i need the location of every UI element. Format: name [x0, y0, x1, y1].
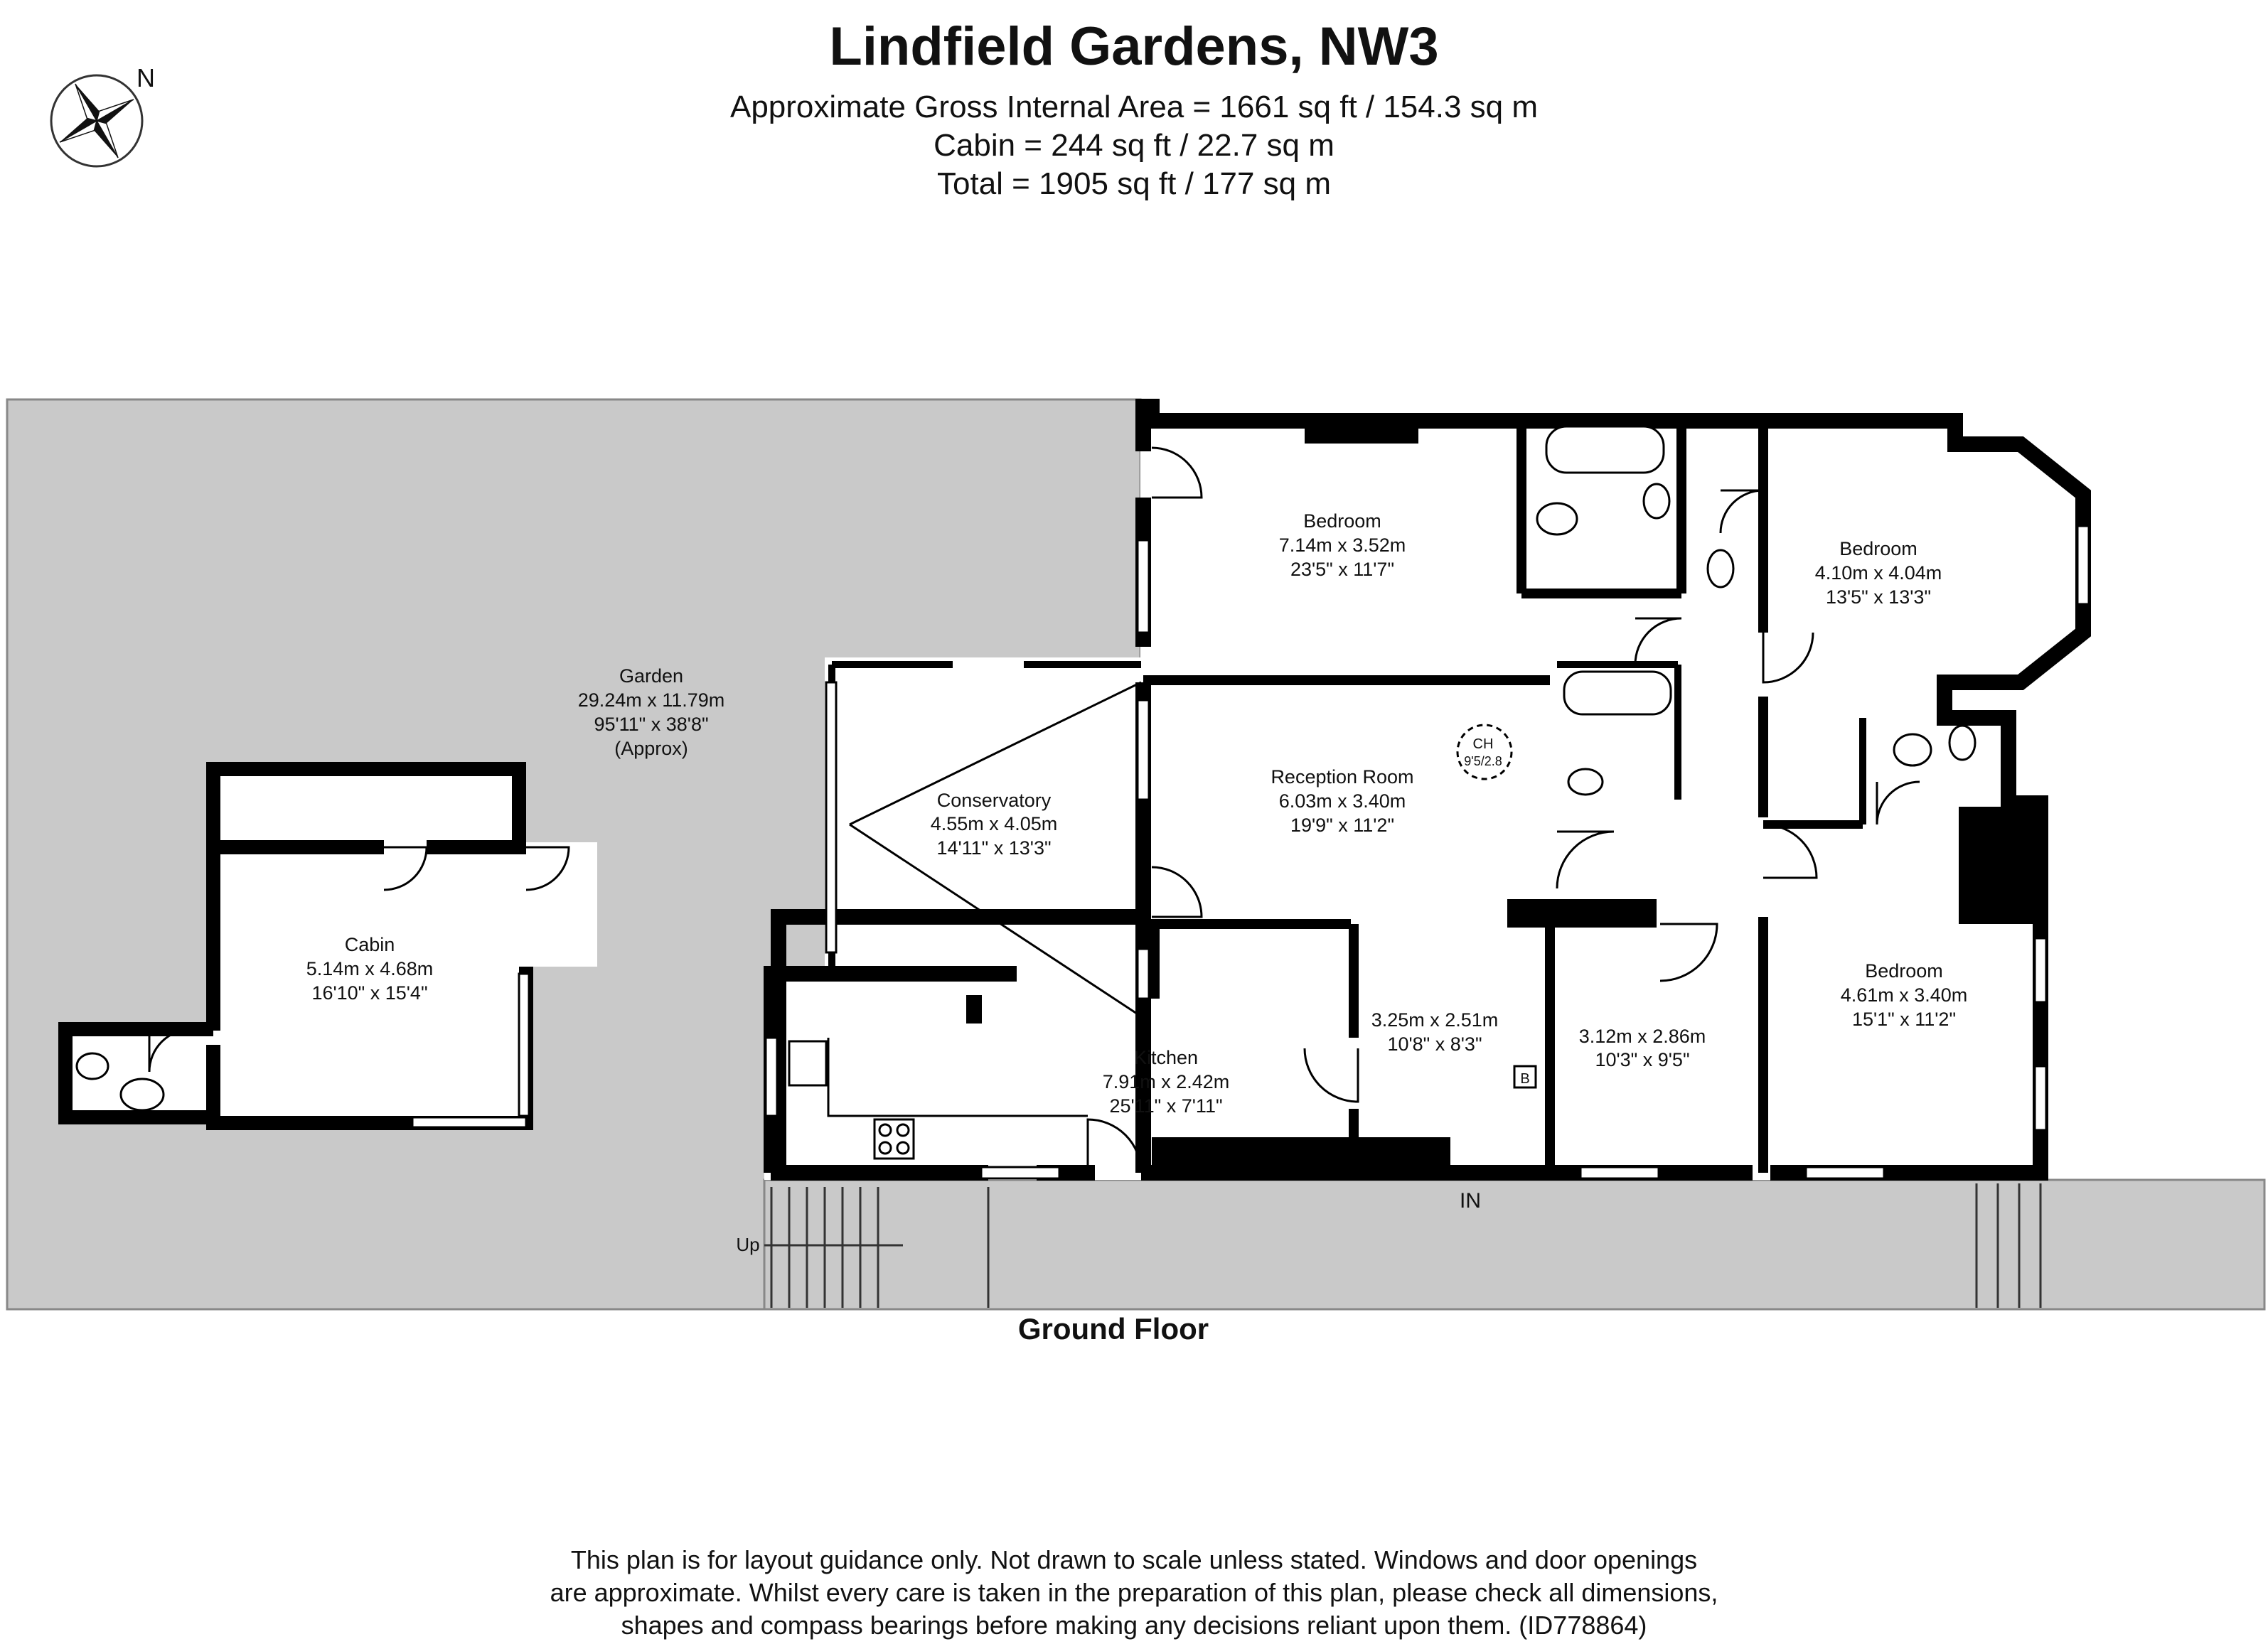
boiler-label: B — [1520, 1071, 1530, 1087]
reception-room-metric: 6.03m x 3.40m — [1278, 790, 1406, 812]
conservatory-name: Conservatory — [936, 790, 1052, 811]
room-b-imperial: 10'3" x 9'5" — [1595, 1049, 1690, 1070]
disclaimer-line-2: are approximate. Whilst every care is taken in the preparation of this plan, please check all dimensions, — [550, 1578, 1718, 1607]
stairs-up-label: Up — [736, 1234, 760, 1255]
reception-room-name: Reception Room — [1271, 766, 1414, 788]
cabin-name: Cabin — [344, 934, 395, 955]
room-a-imperial: 10'8" x 8'3" — [1387, 1033, 1482, 1055]
bedroom-1-metric: 7.14m x 3.52m — [1278, 534, 1406, 556]
bedroom-2-name: Bedroom — [1839, 538, 1917, 559]
conservatory-imperial: 14'11" x 13'3" — [936, 837, 1052, 859]
disclaimer-line-3: shapes and compass bearings before making any decisions reliant upon them. (ID778864) — [621, 1611, 1647, 1640]
disclaimer — [0, 1544, 2268, 1642]
bedroom-3-name: Bedroom — [1865, 960, 1943, 982]
cabin-area: Cabin = 244 sq ft / 22.7 sq m — [934, 128, 1334, 163]
bedroom-1-name: Bedroom — [1303, 510, 1381, 532]
garden-imperial: 95'11" x 38'8" — [594, 714, 709, 735]
total-area: Total = 1905 sq ft / 177 sq m — [937, 166, 1331, 201]
garden-note: (Approx) — [614, 738, 688, 759]
kitchen-name: Kitchen — [1133, 1047, 1199, 1068]
bedroom-2-imperial: 13'5" x 13'3" — [1825, 586, 1932, 608]
cabin-imperial: 16'10" x 15'4" — [311, 982, 428, 1004]
kitchen-metric: 7.91m x 2.42m — [1102, 1071, 1230, 1092]
plan-title: Lindfield Gardens, NW3 — [829, 16, 1439, 77]
garden-name: Garden — [619, 665, 684, 687]
conservatory-metric: 4.55m x 4.05m — [930, 813, 1058, 834]
entrance-label: IN — [1460, 1189, 1481, 1213]
kitchen-imperial: 25'11" x 7'11" — [1109, 1095, 1223, 1117]
room-b-metric: 3.12m x 2.86m — [1578, 1026, 1706, 1047]
compass-north-label: N — [137, 65, 155, 92]
bedroom-2-metric: 4.10m x 4.04m — [1814, 562, 1942, 584]
reception-room-imperial: 19'9" x 11'2" — [1290, 815, 1395, 836]
gross-internal-area: Approximate Gross Internal Area = 1661 sq ft / 154.3 sq m — [729, 90, 1539, 124]
ceiling-height-value: 9'5/2.8 — [1464, 754, 1502, 768]
bedroom-1-imperial: 23'5" x 11'7" — [1290, 559, 1395, 580]
floor-label: Ground Floor — [1017, 1312, 1209, 1345]
ceiling-height-label: CH — [1472, 736, 1494, 752]
ceiling-height-marker — [1457, 725, 1512, 779]
bedroom-3-imperial: 15'1" x 11'2" — [1851, 1009, 1957, 1030]
disclaimer-line-1: This plan is for layout guidance only. Not drawn to scale unless stated. Windows and door openings — [570, 1545, 1698, 1574]
bedroom-3-metric: 4.61m x 3.40m — [1840, 984, 1968, 1006]
cabin-metric: 5.14m x 4.68m — [306, 958, 434, 979]
garden-metric: 29.24m x 11.79m — [577, 689, 725, 711]
room-a-metric: 3.25m x 2.51m — [1371, 1009, 1499, 1031]
